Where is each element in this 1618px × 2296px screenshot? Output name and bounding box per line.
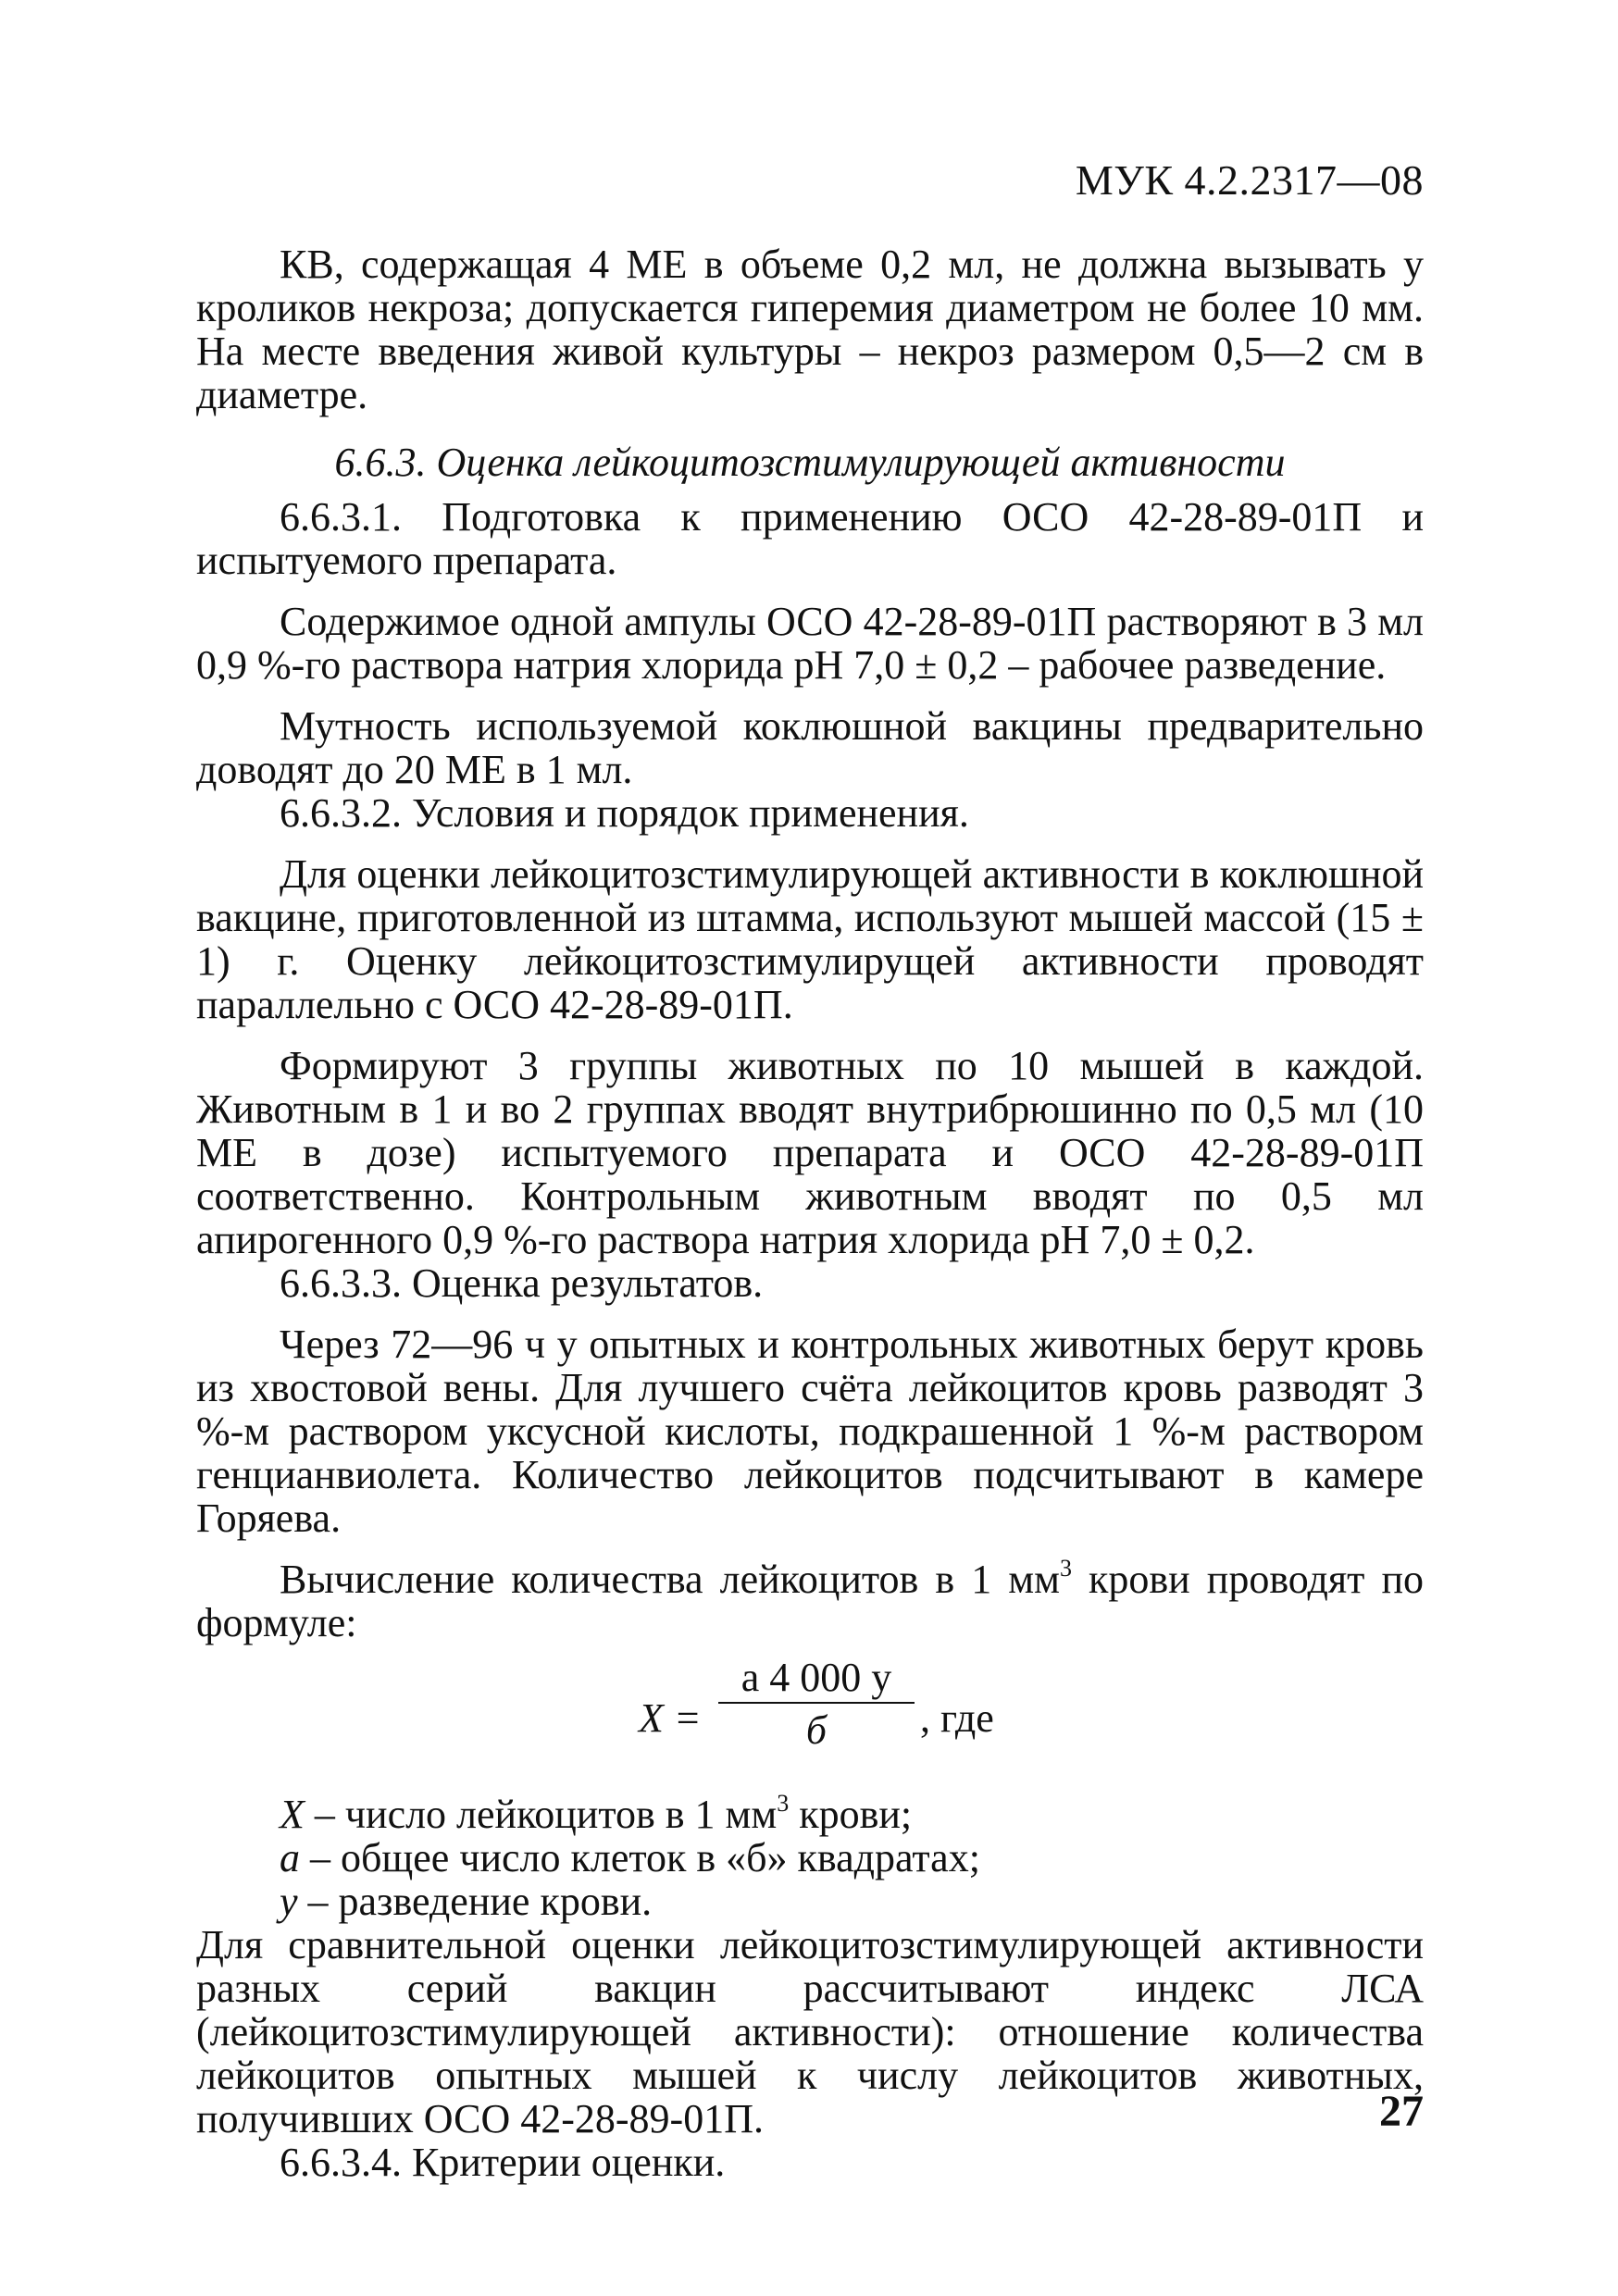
calc-superscript: 3 <box>1059 1555 1072 1582</box>
formula-definitions <box>196 1790 1424 1924</box>
paragraph-groups: Формируют 3 группы животных по 10 мышей в каждой. Животным в 1 и во 2 группах вводят внутрибрюшинно по 0,5 мл (10 МЕ в дозе) испытуемого препарата и ОСО 42-28-89-01П соответственно. Контрольным животным вводят по 0,5 мл апирогенного 0,9 %-го раствора натрия хлорида рН 7,0 ± 0,2. <box>196 1043 1424 1262</box>
page-number: 27 <box>1379 2087 1424 2136</box>
paragraph-6-6-3-1: 6.6.3.1. Подготовка к применению ОСО 42-28-89-01П и испытуемого препарата. <box>196 494 1424 583</box>
definition-text: – общее число клеток в «б» квадратах; <box>300 1835 980 1880</box>
paragraph-lsa-index: Для сравнительной оценки лейкоцитозстимулирующей активности разных серий вакцин рассчитывают индекс ЛСА (лейкоцитозстимулирующей активности): отношение количества лейкоцитов опытных мышей к числу лейкоцитов животных, получивших ОСО 42-28-89-01П. <box>196 1922 1424 2141</box>
definition-symbol: a <box>280 1835 300 1880</box>
definition-symbol: X <box>280 1792 305 1837</box>
definition-item <box>196 1880 1424 1923</box>
formula-denominator: б <box>805 1707 828 1753</box>
definition-item <box>196 1836 1424 1880</box>
definition-symbol: y <box>280 1879 298 1924</box>
paragraph-6-6-3-3: 6.6.3.3. Оценка результатов. <box>280 1260 764 1306</box>
formula-fraction <box>718 1654 915 1757</box>
formula <box>196 1652 1424 1793</box>
paragraph-assessment: Для оценки лейкоцитозстимулирующей активности в коклюшной вакцине, приготовленной из штамма, используют мышей массой (15 ± 1) г. Оценку лейкоцитозстимулирущей активности проводят параллельно с ОСО 42-28-89-01П. <box>196 851 1424 1027</box>
document-code-header: МУК 4.2.2317—08 <box>1075 156 1424 204</box>
document-body <box>196 242 1424 2184</box>
paragraph-ampoule-contents: Содержимое одной ампулы ОСО 42-28-89-01П растворяют в 3 мл 0,9 %-го раствора натрия хлорида рН 7,0 ± 0,2 – рабочее разведение. <box>196 599 1424 688</box>
paragraph-blood-sampling: Через 72—96 ч у опытных и контрольных животных берут кровь из хвостовой вены. Для лучшего счёта лейкоцитов кровь разводят 3 %-м раствором уксусной кислоты, подкрашенной 1 %-м раствором генцианвиолета. Количество лейкоцитов подсчитывают в камере Горяева. <box>196 1322 1424 1541</box>
calc-text-before: Вычисление количества лейкоцитов в 1 мм <box>280 1557 1060 1602</box>
section-title-6-6-3: 6.6.3. Оценка лейкоцитозстимулирующей активности <box>334 440 1286 485</box>
paragraph-turbidity: Мутность используемой коклюшной вакцины предварительно доводят до 20 МЕ в 1 мл. <box>196 703 1424 792</box>
formula-suffix: , где <box>920 1695 994 1741</box>
paragraph-calculation <box>196 1555 1424 1645</box>
definition-superscript: 3 <box>777 1790 790 1817</box>
formula-numerator: a 4 000 y <box>741 1655 892 1700</box>
formula-lhs: X = <box>639 1695 702 1741</box>
paragraph-6-6-3-4: 6.6.3.4. Критерии оценки. <box>280 2140 726 2185</box>
definition-text: – число лейкоцитов в 1 мм <box>304 1792 778 1837</box>
definition-item <box>196 1790 1424 1837</box>
definition-text-after: крови; <box>789 1792 913 1837</box>
definition-text: – разведение крови. <box>297 1879 653 1924</box>
paragraph-6-6-3-2: 6.6.3.2. Условия и порядок применения. <box>280 790 969 836</box>
paragraph-vaccine-requirements: КВ, содержащая 4 МЕ в объеме 0,2 мл, не должна вызывать у кроликов некроза; допускается гиперемия диаметром не более 10 мм. На месте введения живой культуры – некроз размером 0,5—2 см в диаметре. <box>196 242 1424 417</box>
calc-text-after: крови проводят по формуле: <box>196 1557 1424 1645</box>
